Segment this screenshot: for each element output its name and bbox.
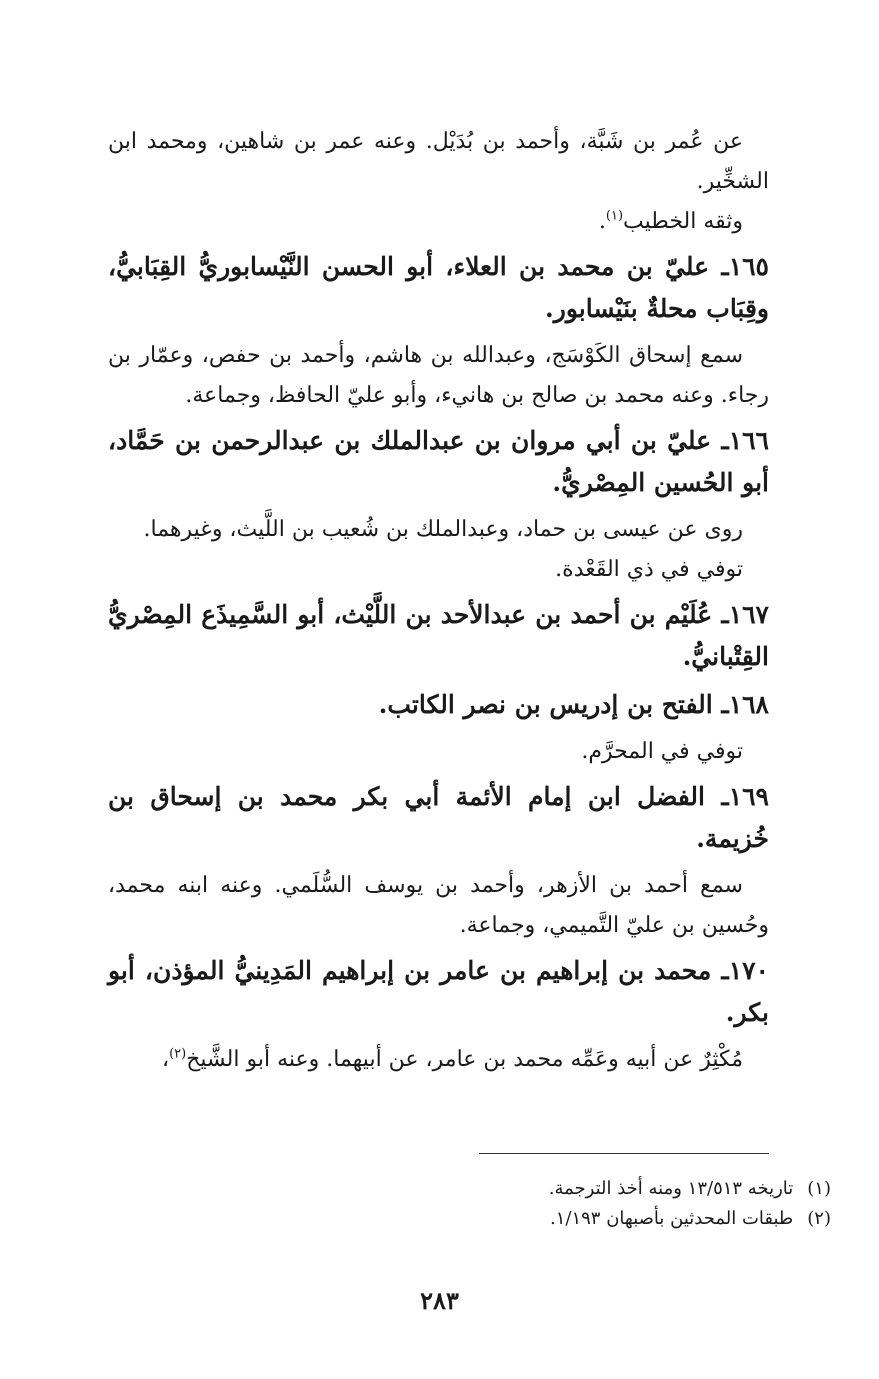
footnote-ref[interactable]: (٢)	[169, 1046, 187, 1062]
footnote-1: (١)تاريخه ١٣/٥١٣ ومنه أخذ الترجمة.	[548, 1178, 831, 1199]
paragraph-8: مُكْثِرٌ عن أبيه وعَمِّه محمد بن عامر، عن أبيهما. وعنه أبو الشَّيخ$^{(٢)}$،	[161, 1046, 743, 1072]
entry-169: ١٦٩ـ الفضل ابن إمام الأئمة أبي بكر محمد بن إسحاق بن خُزيمة.	[108, 782, 769, 853]
footnote-ref[interactable]: (١)	[605, 208, 624, 224]
paragraph-1: عن عُمر بن شَبَّة، وأحمد بن بُدَيْل. وعنه عمر بن شاهين، ومحمد ابن الشخِّير.	[108, 129, 769, 194]
paragraph-6: توفي في المحرَّم.	[581, 739, 743, 764]
entry-168: ١٦٨ـ الفتح بن إدريس بن نصر الكاتب.	[378, 690, 769, 719]
entry-166: ١٦٦ـ عليّ بن أبي مروان بن عبدالملك بن عبدالرحمن بن حَمَّاد، أبو الحُسين المِصْريُّ.	[108, 426, 769, 497]
paragraph-3: سمع إسحاق الكَوْسَج، وعبدالله بن هاشم، وأحمد بن حفص، وعمّار بن رجاء. وعنه محمد بن صالح بن هانيء، وأبو عليّ الحافظ، وجماعة.	[108, 343, 769, 408]
entry-165: ١٦٥ـ عليّ بن محمد بن العلاء، أبو الحسن النَّيْسابوريُّ القِبَابيُّ، وقِبَاب محلةٌ بنَيْسابور.	[108, 252, 769, 323]
page-number: ٢٨٣	[420, 1286, 459, 1315]
entry-167: ١٦٧ـ عُلَيْم بن أحمد بن عبدالأحد بن اللَّيْث، أبو السَّمِيذَع المِصْريُّ القِتْبانيُّ.	[108, 600, 769, 671]
entry-170: ١٧٠ـ محمد بن إبراهيم بن عامر بن إبراهيم المَدِينيُّ المؤذن، أبو بكر.	[108, 956, 769, 1027]
paragraph-7: سمع أحمد بن الأزهر، وأحمد بن يوسف السُّلَمي. وعنه ابنه محمد، وحُسين بن عليّ التَّميمي، وجماعة.	[108, 873, 769, 938]
paragraph-4: روى عن عيسى بن حماد، وعبدالملك بن شُعيب بن اللَّيث، وغيرهما.	[143, 517, 743, 542]
paragraph-2: وثقه الخطيب$^{(١)}$.	[598, 208, 743, 234]
footnote-2: (٢)طبقات المحدثين بأصبهان ١/١٩٣.	[550, 1208, 831, 1229]
footnote-divider	[479, 1153, 769, 1154]
paragraph-5: توفي في ذي القَعْدة.	[555, 557, 743, 582]
main-text	[108, 122, 769, 1080]
footnotes	[108, 1174, 831, 1234]
